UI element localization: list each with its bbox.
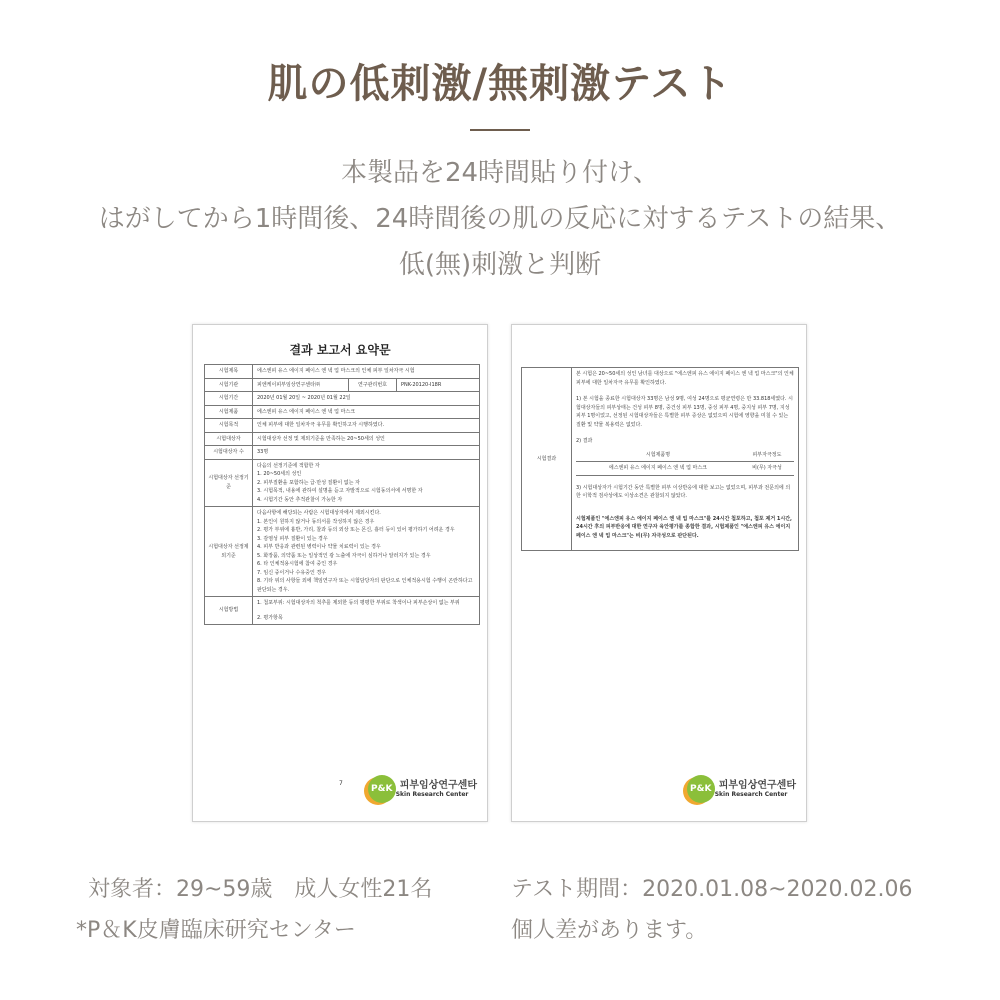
logo-name: 피부임상연구센타 [399, 780, 477, 791]
pk-logo-mark: P&K [687, 775, 715, 803]
criteria-line: 3. 감염성 피부 질환이 있는 경우 [257, 535, 328, 542]
result-content [572, 368, 799, 551]
result-item-2-title: 2) 결과 [576, 438, 593, 444]
table-row [205, 432, 480, 446]
table-row [205, 405, 480, 419]
footer-subjects: 対象者：29~59歳 成人女性21名 [88, 877, 433, 902]
center-logo [687, 775, 796, 803]
criteria-line: 5. 화장품, 의약품 또는 일상적인 광 노출에 자극이 심하거나 알러지가 있는 경우 [257, 552, 431, 559]
table-row [205, 597, 480, 625]
method-line: 1. 첩포부위: 시험대상자의 척추를 제외한 등의 평평한 부위로 착색이나 피부손상이 없는 부위 [257, 600, 460, 606]
row-label: 시험기간 [205, 392, 253, 406]
table-cell: 에스엔피 유스 에이지 페이스 엔 넥 업 마스크 [576, 462, 740, 476]
row-sub-label: 연구관리번호 [349, 378, 397, 392]
criteria-line: 3. 시험목적, 내용에 관하여 설명을 듣고 자발적으로 시험동의서에 서명한 자 [257, 488, 423, 494]
row-value: 2020년 01월 20일 ~ 2020년 01월 22일 [253, 392, 480, 406]
logo-name: 피부임상연구센타 [718, 780, 796, 791]
exclusion-criteria [253, 507, 480, 597]
row-value: 에스엔피 유스 에이지 페이스 엔 넥 업 마스크 [253, 405, 480, 419]
table-row [205, 419, 480, 433]
row-label: 시험대상자 선정제외기준 [205, 507, 253, 597]
criteria-line: 2. 피부질환을 포함하는 급·만성 질환이 없는 자 [257, 479, 360, 486]
description-line-2: はがしてから1時間後、24時間後の肌の反応に対するテストの結果、 [98, 204, 902, 234]
result-item-1: 1) 본 시험을 종료한 시험대상자 33명은 남성 9명, 여성 24명으로 평균연령은 만 33.818세였다. 시험대상자들의 피부상태는 건성 피부 8명, 중건성 피부 13명, 중성 피부 4명, 중지성 피부 7명, 지성 피부 1명이었고, 선정된 시험대상자들은 특별한 피부 증상은 없었으며 시험에 영향을 미칠 수 있는 질환 및 약물 복용력은 없었다. [576, 396, 793, 428]
table-row [205, 459, 480, 507]
pk-logo-mark: P&K [368, 775, 396, 803]
table-header: 피부자극정도 [740, 449, 794, 462]
footer-note: 個人差があります。 [511, 918, 708, 943]
criteria-line: 다음사항에 해당되는 사람은 시험대상자에서 제외시킨다. [257, 510, 381, 516]
result-table [521, 367, 799, 551]
summary-table [204, 364, 480, 625]
report-page-result [511, 324, 807, 822]
title-divider [470, 129, 530, 131]
table-row [205, 378, 480, 392]
row-value: 에스엔피 유스 에이지 페이스 엔 넥 업 마스크의 인체 피부 일차자극 시험 [253, 365, 480, 379]
table-header: 시험제품명 [576, 449, 740, 462]
table-row [576, 449, 794, 462]
row-label: 시험방법 [205, 597, 253, 625]
row-value: 인체 피부에 대한 일차자극 유무를 확인하고자 시행하였다. [253, 419, 480, 433]
logo-subtitle: Skin Research Center [714, 791, 788, 798]
description-line-3: 低(無)刺激と判断 [398, 250, 602, 280]
method-text [253, 597, 480, 625]
description [0, 150, 1000, 288]
method-line: 2. 평가항목 [257, 614, 283, 621]
report-heading: 결과 보고서 요약문 [289, 343, 391, 357]
table-row [205, 392, 480, 406]
row-label: 시험목적 [205, 419, 253, 433]
report-page-summary [192, 324, 488, 822]
page-number: 7 [339, 780, 343, 787]
center-logo [368, 775, 477, 803]
row-label: 시험대상자 수 [205, 446, 253, 460]
result-conclusion: 시험제품인 "에스엔피 유스 에이지 페이스 엔 넥 업 마스크"를 24시간 첩포하고, 첩포 제거 1시간, 24시간 후의 피부반응에 대한 연구자 육안평가를 종합한 결과, 시험제품인 "에스엔피 유스 에이지 페이스 엔 넥 업 마스크"는 비(무) 자극성으로 판단된다. [576, 515, 792, 539]
table-row [205, 446, 480, 460]
table-row [205, 507, 480, 597]
criteria-line: 다음의 선정기준에 적합한 자 [257, 462, 320, 469]
logo-subtitle: Skin Research Center [395, 791, 469, 798]
row-label: 시험제목 [205, 365, 253, 379]
criteria-line: 4. 피부 반응과 관련된 병력이나 약물 치료력이 있는 경우 [257, 544, 381, 550]
description-line-1: 本製品を24時間貼り付け、 [340, 158, 660, 188]
row-sub-value: PNK-20120-I18R [397, 378, 480, 392]
row-value: 시험대상자 선정 및 제외기준을 만족하는 20~50세의 성인 [253, 432, 480, 446]
footer-period: テスト期間：2020.01.08~2020.02.06 [511, 877, 913, 902]
criteria-line: 6. 타 인체적용시험에 참여 중인 경우 [257, 561, 338, 567]
row-value: 33명 [253, 446, 480, 460]
row-value: 피엔케이피부임상연구센타㈜ [253, 378, 349, 392]
table-row [522, 368, 799, 551]
page-title: 肌の低刺激/無刺激テスト [267, 61, 733, 107]
result-subtable [576, 449, 794, 476]
table-cell: 비(무) 자극성 [740, 462, 794, 476]
criteria-line: 4. 시험기간 동안 추적관찰이 가능한 자 [257, 496, 343, 503]
inclusion-criteria [253, 459, 480, 507]
row-label: 시험대상자 선정기준 [205, 459, 253, 507]
footer-center: *P＆K皮膚臨床研究センター [76, 918, 356, 943]
criteria-line: 1. 20~50세의 성인 [257, 471, 302, 477]
result-intro: 본 시험은 20~50세의 성인 남녀를 대상으로 "에스엔피 유스 에이지 페이스 엔 넥 업 마스크"의 인체 피부에 대한 일차자극 유무를 확인하였다. [576, 371, 794, 386]
criteria-line: 7. 임신 중이거나 수유중인 경우 [257, 569, 327, 576]
criteria-line: 8. 기타 위의 사항들 외에 책임연구자 또는 시험담당자의 판단으로 인체적용시험 수행이 곤란하다고 판단되는 경우. [257, 578, 473, 593]
row-label: 시험기관 [205, 378, 253, 392]
row-label: 시험제품 [205, 405, 253, 419]
row-label: 시험대상자 [205, 432, 253, 446]
criteria-line: 2. 평가 부위에 흉반, 가리, 찰과 등의 외상 또는 몬신, 흉터 등이 있어 평가하기 어려운 경우 [257, 527, 455, 533]
result-item-3: 3) 시험대상자가 시험기간 동안 특별한 피부 이상반응에 대한 보고는 없었으며, 피부과 전문의에 의한 이학적 검사상에도 이상소견은 관찰되지 않았다. [576, 484, 791, 499]
table-row [205, 365, 480, 379]
criteria-line: 1. 본인이 원하지 않거나 동의서를 작성하지 않은 경우 [257, 518, 375, 525]
table-row [576, 462, 794, 476]
row-label: 시험결과 [522, 368, 572, 551]
